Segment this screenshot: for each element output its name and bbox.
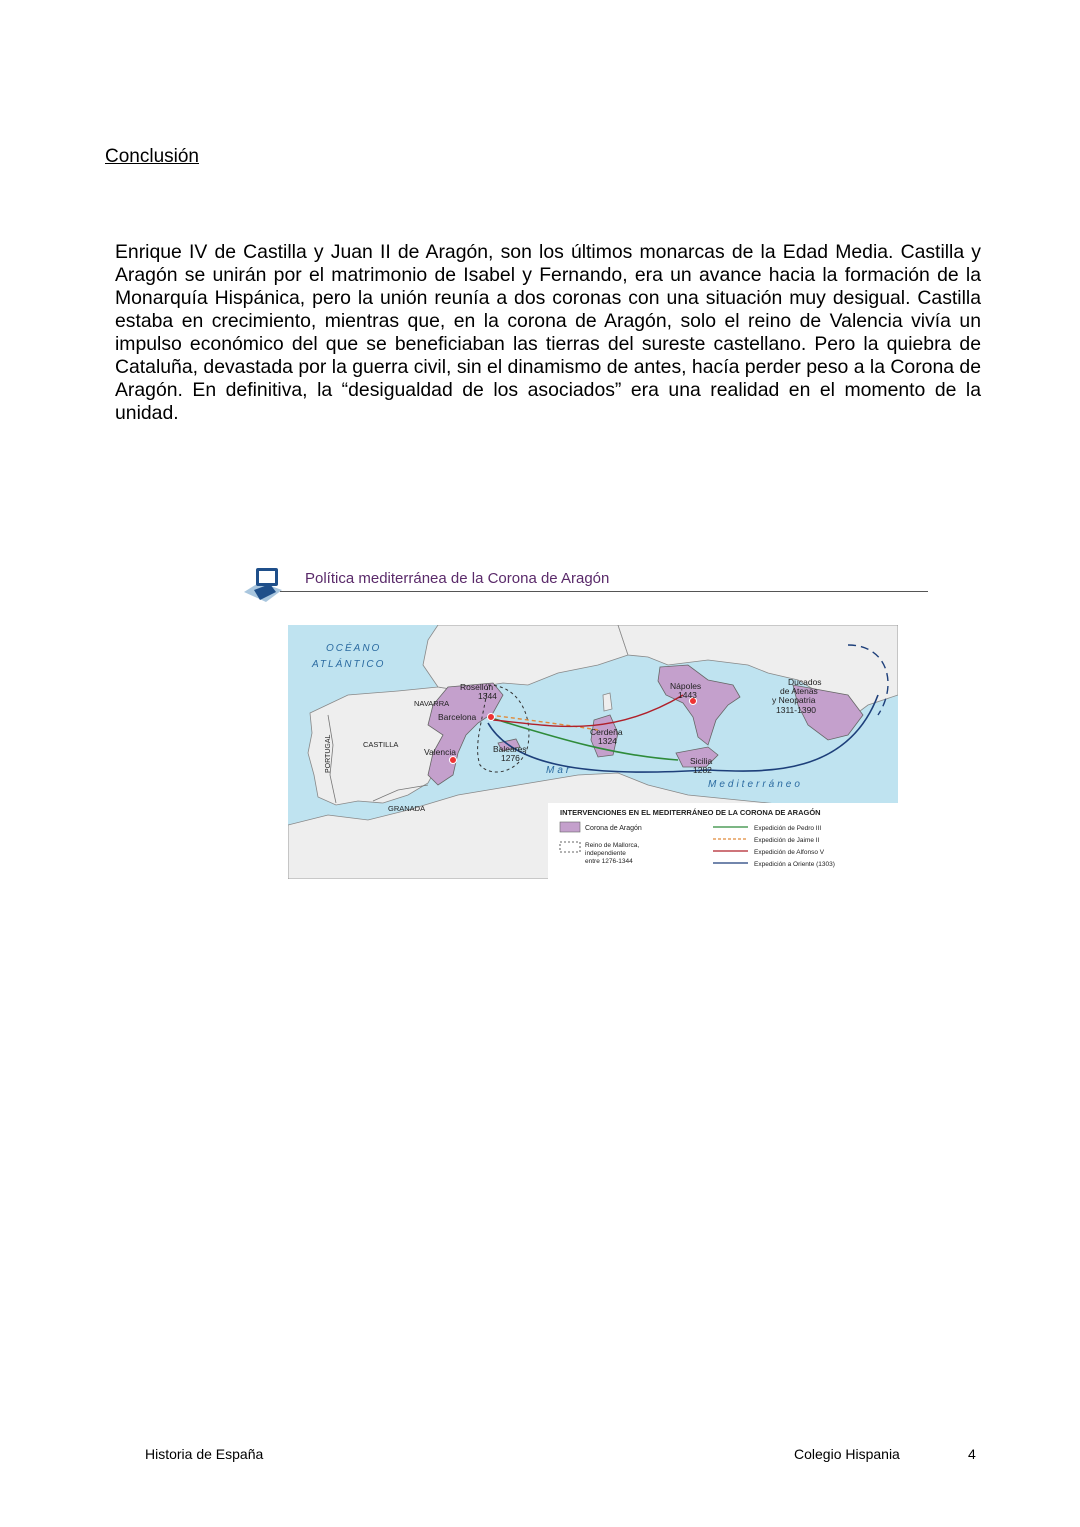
legend-corona: Corona de Aragón bbox=[585, 825, 642, 832]
map-figure bbox=[240, 560, 930, 885]
legend-exp-alfonso: Expedición de Alfonso V bbox=[754, 849, 825, 856]
valencia-marker bbox=[450, 757, 457, 764]
label-napoles: Nápoles bbox=[670, 681, 702, 691]
title-rule bbox=[280, 591, 928, 592]
mediterranean-map bbox=[288, 625, 898, 879]
label-ducados-2: de Atenas bbox=[780, 686, 818, 696]
corsica bbox=[603, 693, 612, 711]
map-legend bbox=[548, 803, 898, 879]
label-ducados-1: Ducados bbox=[788, 677, 822, 687]
section-heading: Conclusión bbox=[105, 146, 199, 167]
legend-exp-oriente: Expedición a Oriente (1303) bbox=[754, 861, 835, 868]
page-number: 4 bbox=[968, 1446, 976, 1462]
sea-label-1: Mar bbox=[546, 765, 573, 776]
legend-exp-jaime: Expedición de Jaime II bbox=[754, 837, 820, 844]
label-rosellon: Rosellón bbox=[460, 682, 494, 692]
label-cerdena-year: 1324 bbox=[598, 736, 617, 746]
footer-subject: Historia de España bbox=[145, 1446, 264, 1462]
figure-title: Política mediterránea de la Corona de Aragón bbox=[305, 570, 610, 587]
ocean-label-1: OCÉANO bbox=[326, 643, 382, 654]
sea-label-2: Mediterráneo bbox=[708, 779, 803, 790]
legend-mallorca-3: entre 1276-1344 bbox=[585, 858, 633, 865]
footer-school: Colegio Hispania bbox=[794, 1446, 900, 1462]
label-ducados-3: y Neopatria bbox=[772, 695, 816, 705]
label-rosellon-year: 1344 bbox=[478, 691, 497, 701]
monitor-icon bbox=[240, 562, 286, 608]
label-sicilia: Sicilia bbox=[690, 756, 713, 766]
label-navarra: NAVARRA bbox=[414, 699, 450, 708]
label-valencia: Valencia bbox=[424, 747, 456, 757]
legend-swatch-aragon bbox=[560, 822, 580, 832]
label-granada: GRANADA bbox=[388, 804, 426, 813]
legend-title: INTERVENCIONES EN EL MEDITERRÁNEO DE LA CORONA DE ARAGÓN bbox=[560, 808, 821, 817]
label-portugal: PORTUGAL bbox=[325, 734, 332, 773]
label-castilla: CASTILLA bbox=[363, 740, 399, 749]
label-barcelona: Barcelona bbox=[438, 712, 477, 722]
conclusion-paragraph: Enrique IV de Castilla y Juan II de Aragón, son los últimos monarcas de la Edad Media. Castilla y Aragón se unirán por el matrimonio de Isabel y Fernando, era un avance hacia la formación de la Monarquía Hispánica, pero la unión reunía a dos coronas con una situación muy desigual. Castilla estaba en crecimiento, mientras que, en la corona de Aragón, solo el reino de Valencia vivía un impulso económico del que se beneficiaban las tierras del sureste castellano. Pero la quiebra de Cataluña, devastada por la guerra civil, sin el dinamismo de antes, hacía perder peso a la Corona de Aragón. En definitiva, la “desigualdad de los asociados” era una realidad en el momento de la unidad. bbox=[115, 241, 981, 424]
barcelona-marker bbox=[488, 714, 495, 721]
label-cerdena: Cerdeña bbox=[590, 727, 623, 737]
ocean-label-2: ATLÁNTICO bbox=[312, 659, 386, 670]
label-napoles-year: 1443 bbox=[678, 690, 697, 700]
legend-mallorca-1: Reino de Mallorca, bbox=[585, 842, 640, 849]
label-ducados-years: 1311-1390 bbox=[776, 705, 817, 715]
label-sicilia-year: 1282 bbox=[693, 765, 712, 775]
legend-exp-pedro: Expedición de Pedro III bbox=[754, 825, 822, 832]
label-baleares: Baleares bbox=[493, 744, 527, 754]
legend-mallorca-2: independiente bbox=[585, 850, 626, 857]
label-baleares-year: 1276 bbox=[501, 753, 520, 763]
